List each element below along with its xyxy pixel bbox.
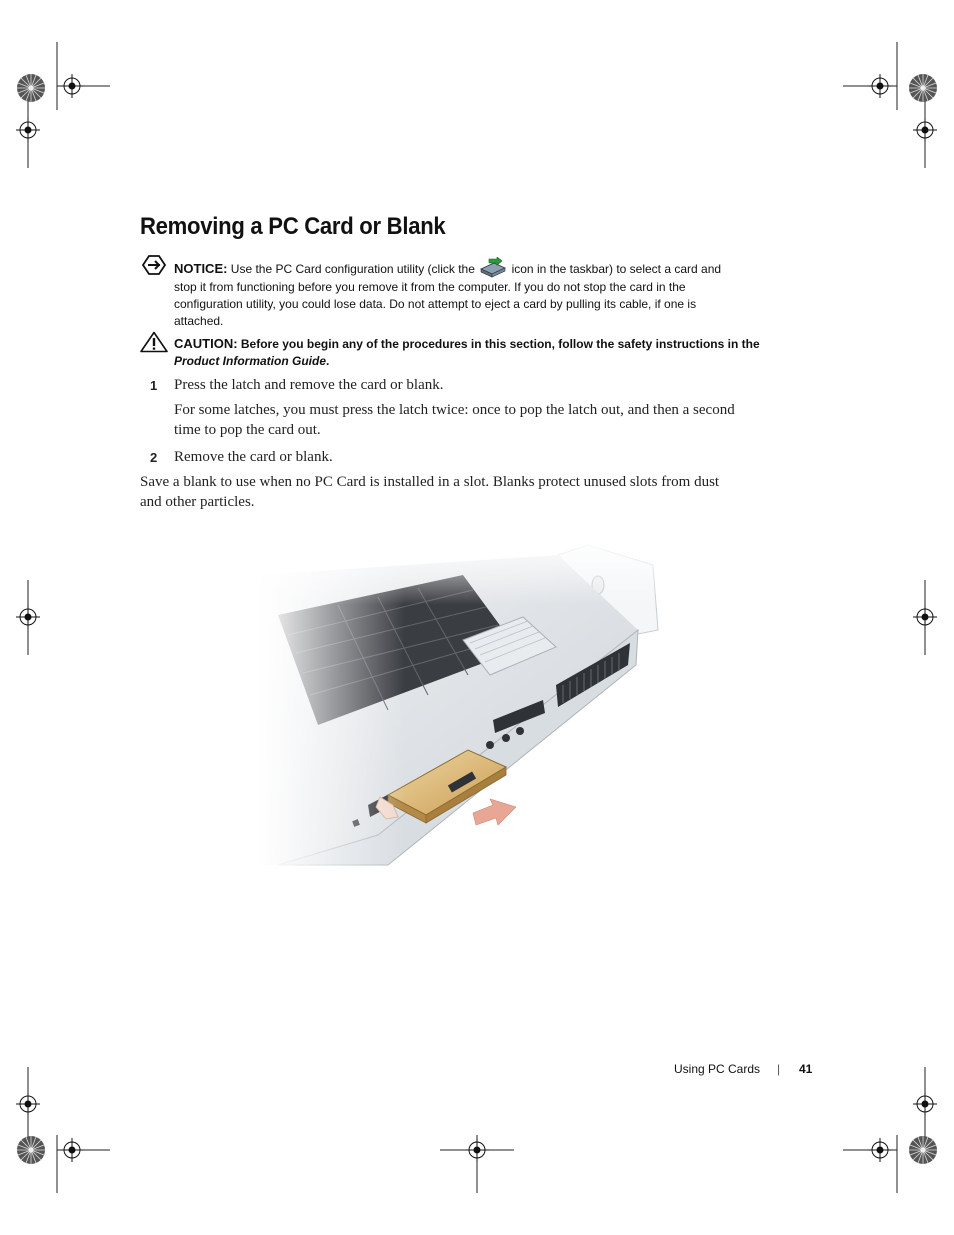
step-1-detail-line1: For some latches, you must press the latch twice: once to pop the latch out, and then a second [174,402,735,418]
notice-text-line1: Use the PC Card configuration utility (click the [230,262,475,276]
closing-line2: and other particles. [140,494,255,510]
laptop-pc-card-illustration [258,535,678,885]
footer-separator: | [777,1062,781,1076]
page-title: Removing a PC Card or Blank [140,213,446,240]
notice-text-line2: stop it from functioning before you remove it from the computer. If you do not stop the card in the [174,280,686,294]
step-2-number: 2 [150,450,158,465]
step-1-text: Press the latch and remove the card or blank. [174,377,444,393]
caution-text-line1: Before you begin any of the procedures in this section, follow the safety instructions in the [240,337,760,351]
step-1-detail [174,400,735,440]
product-information-guide: Product Information Guide [174,354,326,368]
notice-text-line4: attached. [174,314,224,328]
notice-label: NOTICE: [174,261,228,276]
caution-triangle-icon [140,331,168,353]
notice-block [174,257,721,330]
footer-section-name: Using PC Cards [674,1062,761,1076]
step-1-number: 1 [150,378,158,393]
step-2-text: Remove the card or blank. [174,449,333,465]
closing-paragraph [140,472,719,512]
closing-line1: Save a blank to use when no PC Card is installed in a slot. Blanks protect unused slots from dust [140,474,720,490]
step-1-detail-line2: time to pop the card out. [174,422,321,438]
pc-card-utility-icon [478,257,508,279]
notice-icon [142,255,166,275]
caution-label: CAUTION: [174,336,238,351]
caution-period: . [326,354,330,368]
caution-block [174,335,760,370]
page-number: 41 [799,1062,813,1076]
notice-text-line3: configuration utility, you could lose data. Do not attempt to eject a card by pulling its cable, if one is [174,297,697,311]
notice-text-after-icon: icon in the taskbar) to select a card and [511,262,722,276]
